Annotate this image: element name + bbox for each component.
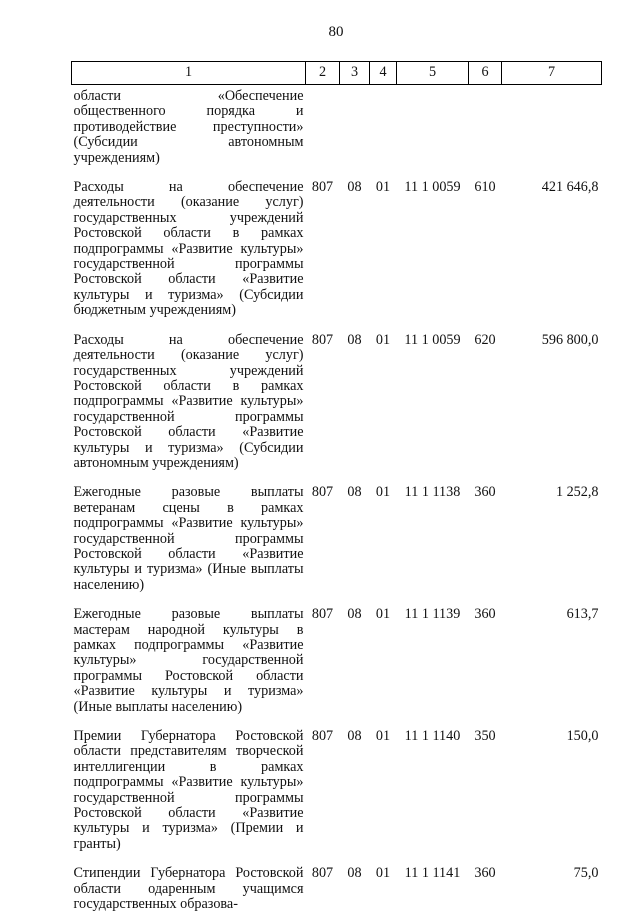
header-col-4: 4 [370,62,397,85]
budget-table [71,61,602,914]
row-subsection-code: 01 [375,484,391,501]
row-target-article: 11 1 0059 [404,331,461,348]
row-amount: 596 800,0 [541,331,599,348]
row-description [72,167,306,320]
header-col-7: 7 [502,62,602,85]
row-chapter-code: 807 [311,606,334,623]
header-col-3: 3 [340,62,370,85]
header-col-2: 2 [306,62,340,85]
row-description-text: области «Обеспечение общественного порядка и противодействие преступности» (Субсидии автономным учреждениям) [73,88,304,166]
row-amount: 613,7 [566,606,599,623]
table-row [72,320,602,473]
table-row [72,594,602,716]
table-row [72,472,602,594]
table-row [72,853,602,913]
row-expense-type: 610 [474,179,496,196]
row-chapter-code: 807 [311,484,334,501]
row-description [72,594,306,716]
row-description-text: Ежегодные разовые выплаты ветеранам сцены в рамках подпрограммы «Развитие культуры» государственной программы Ростовской области «Развитие культуры и туризма» (Иные выплаты населению) [73,484,304,593]
row-target-article: 11 1 1138 [404,484,461,501]
row-chapter-code: 807 [311,728,334,745]
row-chapter-code: 807 [311,865,334,882]
row-section-code: 08 [347,331,362,348]
header-col-6: 6 [469,62,502,85]
row-subsection-code: 01 [375,728,391,745]
row-amount: 75,0 [573,865,599,882]
row-target-article: 11 1 0059 [404,179,461,196]
row-section-code: 08 [347,484,362,501]
row-description-text: Расходы на обеспечение деятельности (оказание услуг) государственных учреждений Ростовской области в рамках подпрограммы «Развитие культуры» государственной программы Ростовской области «Развитие культуры и туризма» (Субсидии бюджетным учреждениям) [73,179,304,319]
row-chapter-code: 807 [311,331,334,348]
row-description [72,320,306,473]
row-description [72,853,306,913]
row-subsection-code: 01 [375,865,391,882]
row-expense-type: 350 [474,728,496,745]
row-section-code: 08 [347,728,362,745]
row-description-text: Премии Губернатора Ростовской области представителям творческой интеллигенции в рамках подпрограммы «Развитие культуры» государственной программы Ростовской области «Развитие культуры и туризма» (Премии и гранты) [73,728,304,852]
header-col-5: 5 [397,62,469,85]
row-description-text: Ежегодные разовые выплаты мастерам народной культуры в рамках подпрограммы «Развитие культуры» государственной программы Ростовской области «Развитие культуры и туризма» (Иные выплаты населению) [73,606,304,715]
table-row-continuation [72,85,602,168]
row-target-article: 11 1 1141 [404,865,461,882]
row-description-text: Расходы на обеспечение деятельности (оказание услуг) государственных учреждений Ростовской области в рамках подпрограммы «Развитие культуры» государственной программы Ростовской области «Развитие культуры и туризма» (Субсидии автономным учреждениям) [73,331,304,471]
row-section-code: 08 [347,179,362,196]
row-subsection-code: 01 [375,606,391,623]
row-subsection-code: 01 [375,331,391,348]
table-row [72,716,602,853]
row-section-code: 08 [347,606,362,623]
row-target-article: 11 1 1140 [404,728,461,745]
row-target-article: 11 1 1139 [404,606,461,623]
row-amount: 1 252,8 [555,484,599,501]
row-description-text: Стипендии Губернатора Ростовской области одаренным учащимся государственных образова- [73,865,304,913]
header-col-1: 1 [72,62,306,85]
table-header-row [72,62,602,85]
row-expense-type: 360 [474,606,496,623]
row-expense-type: 360 [474,865,496,882]
row-amount: 421 646,8 [541,179,599,196]
row-expense-type: 620 [474,331,496,348]
row-amount: 150,0 [566,728,599,745]
page-number: 80 [328,24,344,40]
row-subsection-code: 01 [375,179,391,196]
row-description [72,472,306,594]
row-description [72,85,306,168]
row-expense-type: 360 [474,484,496,501]
table-body [72,167,602,913]
row-description [72,716,306,853]
table-row [72,167,602,320]
row-section-code: 08 [347,865,362,882]
row-chapter-code: 807 [311,179,334,196]
